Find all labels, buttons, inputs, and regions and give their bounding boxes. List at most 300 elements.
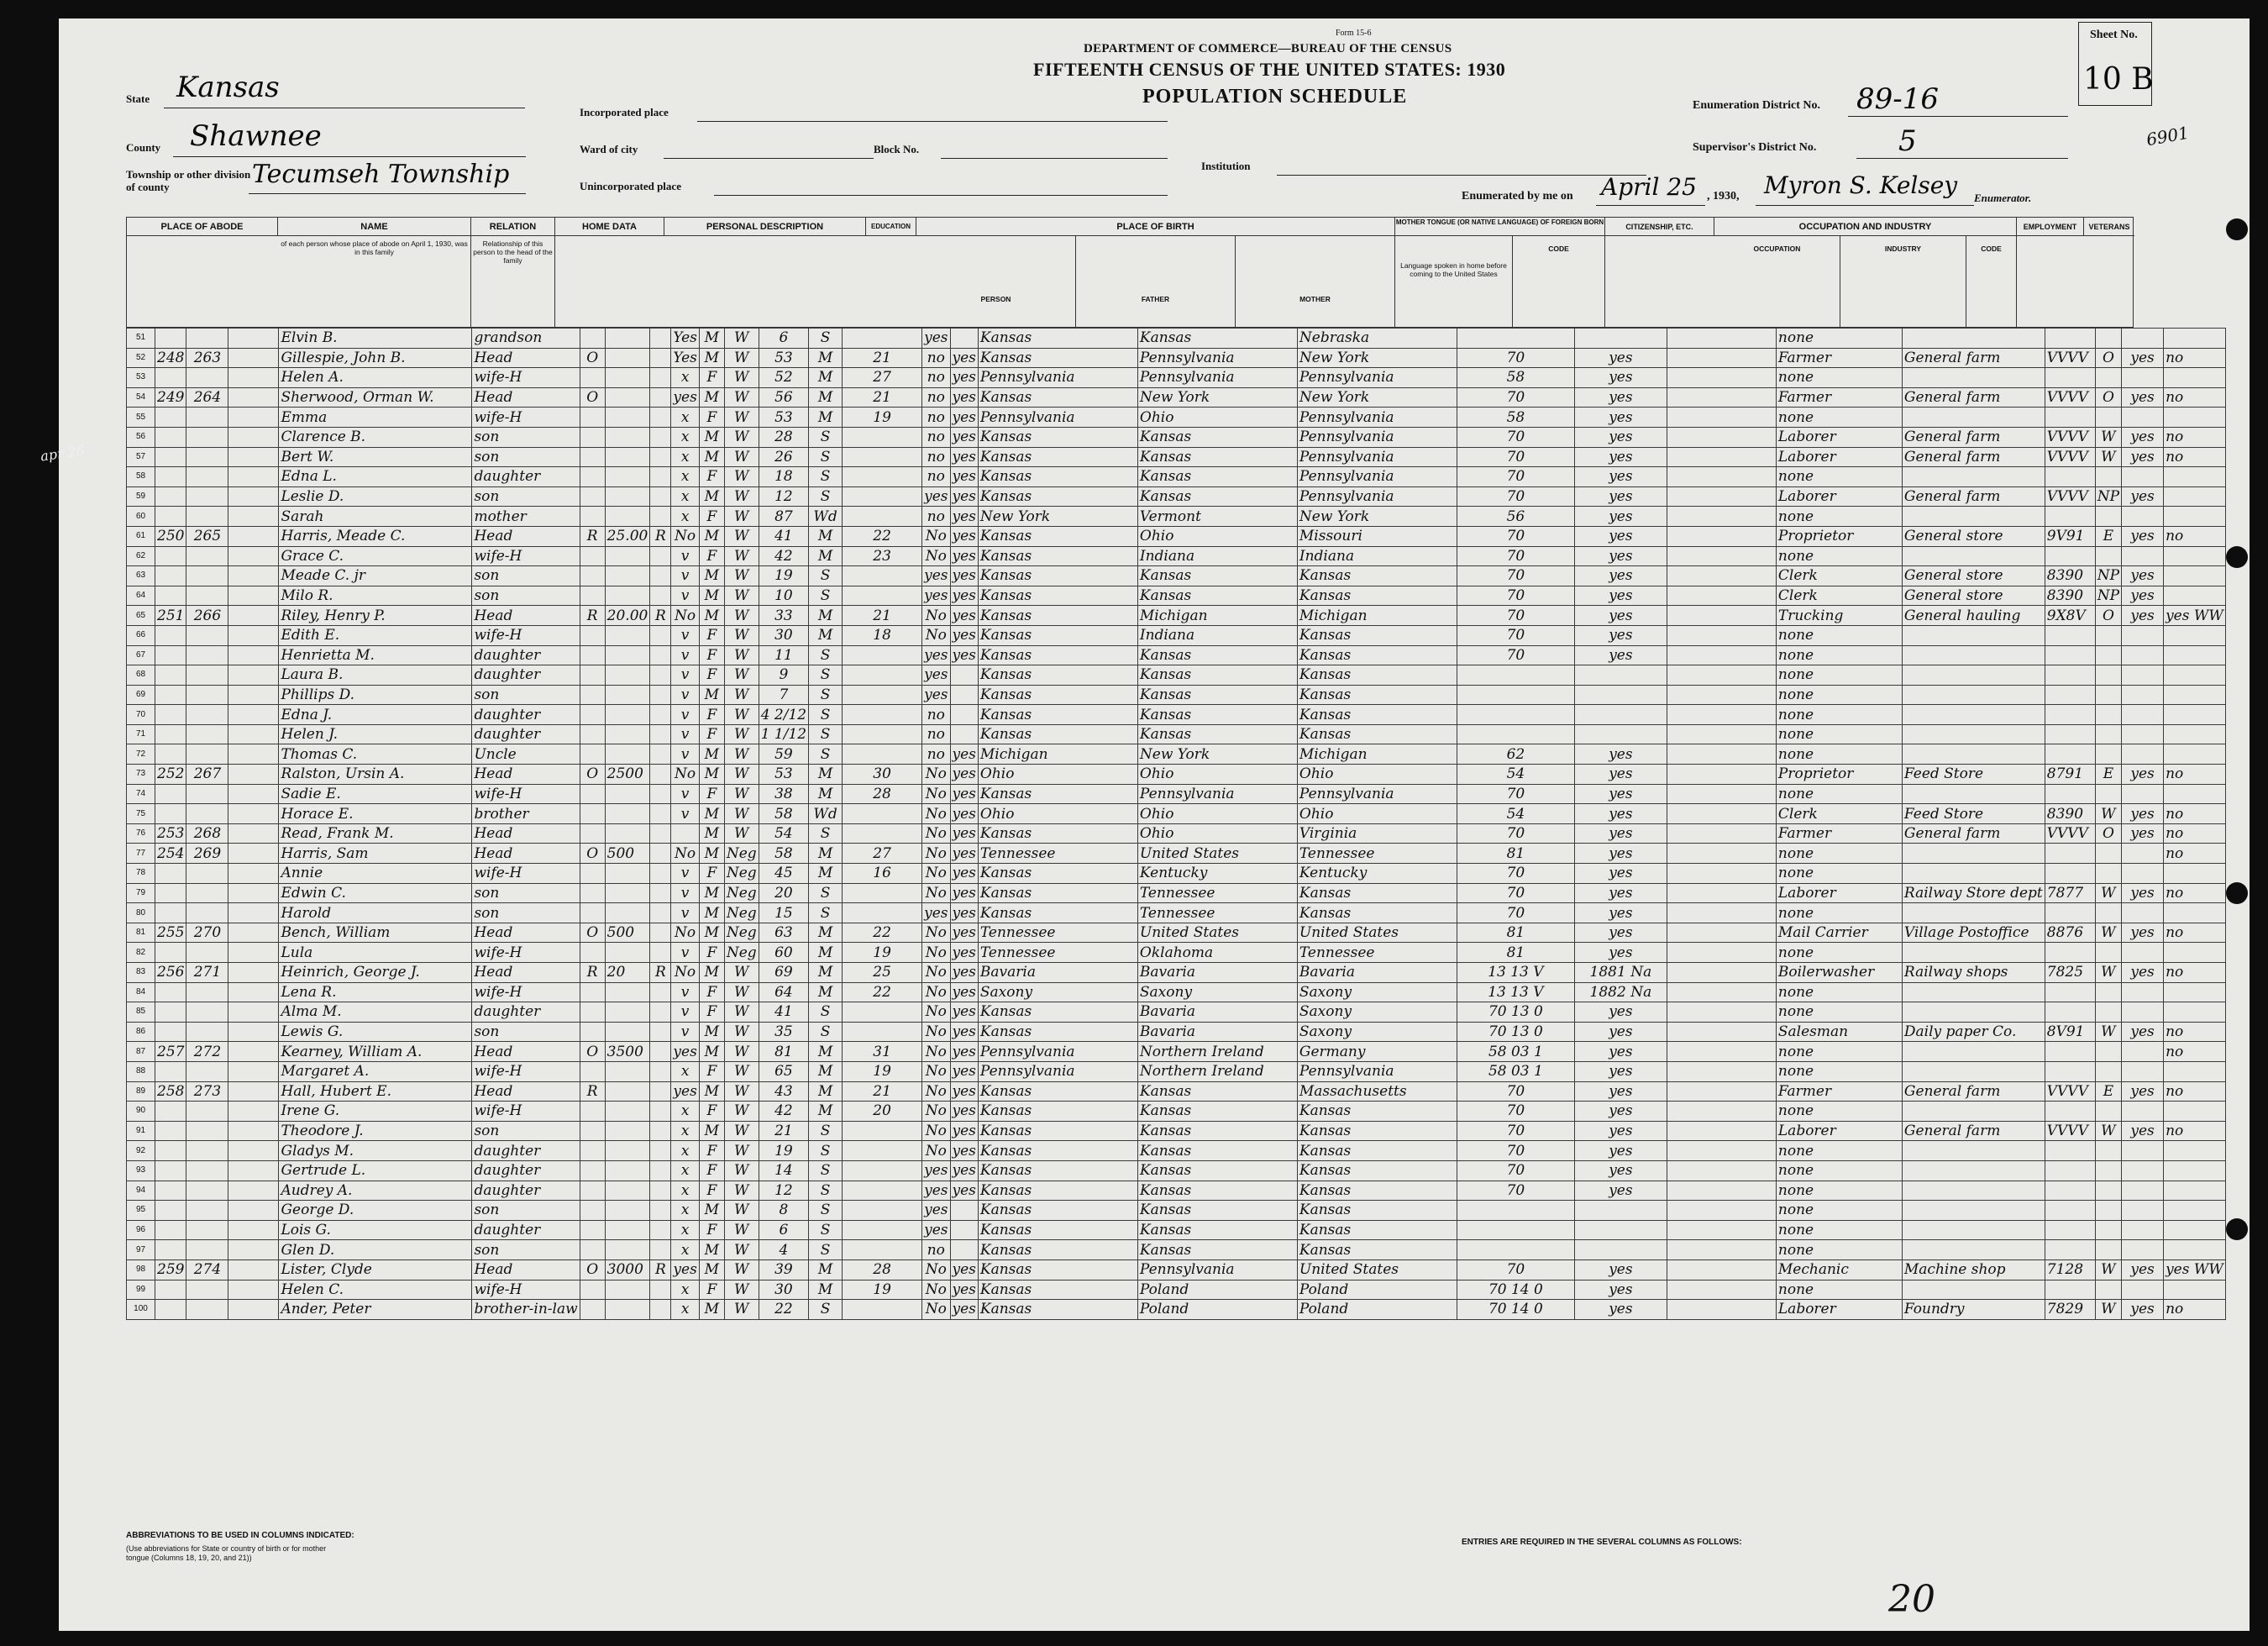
cell-rel: daughter bbox=[472, 724, 580, 744]
cell-sex: M bbox=[699, 566, 724, 586]
cell-val bbox=[605, 566, 650, 586]
cell-name: Thomas C. bbox=[279, 744, 472, 765]
cell-sex: M bbox=[699, 1300, 724, 1320]
cell-rel: Uncle bbox=[472, 744, 580, 765]
cell-vet bbox=[2164, 1141, 2226, 1161]
cell-age: 21 bbox=[759, 1121, 808, 1141]
cell-val bbox=[605, 823, 650, 844]
cell-emp bbox=[2122, 645, 2164, 665]
cell-empty bbox=[228, 685, 279, 705]
cell-age: 53 bbox=[759, 765, 808, 785]
cell-vet: no bbox=[2164, 526, 2226, 546]
cell-sch: No bbox=[922, 923, 950, 943]
cell-sch: No bbox=[922, 526, 950, 546]
cell-ocode bbox=[2045, 408, 2095, 428]
cell-mob: Kansas bbox=[1297, 883, 1457, 903]
cell-pob: Kansas bbox=[978, 1300, 1137, 1320]
group-home-data: HOME DATA bbox=[555, 218, 664, 236]
cell-ocode: 7829 bbox=[2045, 1300, 2095, 1320]
cell-race: W bbox=[724, 526, 759, 546]
cell-indus: Feed Store bbox=[1902, 804, 2045, 824]
cell-occ: Laborer bbox=[1776, 486, 1902, 507]
cell-fam bbox=[186, 645, 228, 665]
cell-empty bbox=[228, 864, 279, 884]
cell-ocode bbox=[2045, 1141, 2095, 1161]
cell-ind: yes bbox=[1574, 804, 1667, 824]
cell-radio bbox=[650, 903, 671, 923]
relation-column-desc: Relationship of this person to the head of the family bbox=[471, 236, 555, 329]
cell-pob: Pennsylvania bbox=[978, 1061, 1137, 1081]
cell-empty bbox=[1667, 744, 1776, 765]
cell-ind: yes bbox=[1574, 1061, 1667, 1081]
cell-indus bbox=[1902, 744, 2045, 765]
cell-race: W bbox=[724, 486, 759, 507]
cell-race: W bbox=[724, 765, 759, 785]
cell-race: W bbox=[724, 546, 759, 566]
cell-vet bbox=[2164, 566, 2226, 586]
cell-sex: M bbox=[699, 606, 724, 626]
cell-cw: W bbox=[2095, 1259, 2121, 1280]
line-number: 83 bbox=[127, 963, 155, 983]
cell-occ: none bbox=[1776, 625, 1902, 645]
cell-radio bbox=[650, 546, 671, 566]
cell-occ: Mail Carrier bbox=[1776, 923, 1902, 943]
cell-emp: yes bbox=[2122, 526, 2164, 546]
cell-am: 27 bbox=[843, 368, 922, 388]
cell-indus bbox=[1902, 1240, 2045, 1260]
cell-code: 70 13 0 bbox=[1457, 1002, 1574, 1023]
cell-radio bbox=[650, 784, 671, 804]
cell-dw: 258 bbox=[155, 1081, 186, 1102]
cell-indus bbox=[1902, 625, 2045, 645]
cell-ocode: 8791 bbox=[2045, 765, 2095, 785]
cell-emp bbox=[2122, 784, 2164, 804]
cell-pob: Michigan bbox=[978, 744, 1137, 765]
cell-vet: no bbox=[2164, 823, 2226, 844]
cell-rel: wife-H bbox=[472, 1061, 580, 1081]
cell-ind: yes bbox=[1574, 823, 1667, 844]
line-number: 76 bbox=[127, 823, 155, 844]
cell-ocode: VVVV bbox=[2045, 427, 2095, 447]
cell-mob: Pennsylvania bbox=[1297, 467, 1457, 487]
cell-sch: no bbox=[922, 467, 950, 487]
cell-ind: yes bbox=[1574, 486, 1667, 507]
cell-fam bbox=[186, 368, 228, 388]
cell-fam: 266 bbox=[186, 606, 228, 626]
cell-mar: S bbox=[809, 1160, 843, 1181]
cell-mar: S bbox=[809, 427, 843, 447]
table-row bbox=[127, 566, 2226, 586]
enumerator-line bbox=[1756, 205, 1974, 206]
cell-own bbox=[580, 566, 605, 586]
cell-fob: Kansas bbox=[1137, 1181, 1297, 1201]
cell-emp: yes bbox=[2122, 348, 2164, 368]
cell-val bbox=[605, 804, 650, 824]
cell-rd: yes bbox=[950, 765, 978, 785]
cell-vet bbox=[2164, 943, 2226, 963]
cell-empty bbox=[228, 566, 279, 586]
cell-sex: F bbox=[699, 864, 724, 884]
cell-cw: W bbox=[2095, 1121, 2121, 1141]
cell-cw bbox=[2095, 1220, 2121, 1240]
cell-farm: x bbox=[671, 1181, 700, 1201]
cell-emp: yes bbox=[2122, 765, 2164, 785]
cell-fob: Kansas bbox=[1137, 467, 1297, 487]
cell-dw bbox=[155, 427, 186, 447]
cell-age: 7 bbox=[759, 685, 808, 705]
cell-code: 70 bbox=[1457, 1259, 1574, 1280]
cell-rd: yes bbox=[950, 1181, 978, 1201]
cell-sex: F bbox=[699, 705, 724, 725]
footer bbox=[126, 1531, 2134, 1607]
line-number: 63 bbox=[127, 566, 155, 586]
industry-column: INDUSTRY bbox=[1840, 236, 1966, 329]
table-row bbox=[127, 387, 2226, 408]
cell-fam bbox=[186, 903, 228, 923]
cell-fob: Kansas bbox=[1137, 705, 1297, 725]
cell-am bbox=[843, 467, 922, 487]
cell-pob: Kansas bbox=[978, 467, 1137, 487]
line-number: 78 bbox=[127, 864, 155, 884]
cell-age: 58 bbox=[759, 804, 808, 824]
cell-emp: yes bbox=[2122, 387, 2164, 408]
cell-ind: yes bbox=[1574, 427, 1667, 447]
group-name: NAME bbox=[278, 218, 471, 236]
cell-fam: 269 bbox=[186, 844, 228, 864]
cell-mob: Kansas bbox=[1297, 566, 1457, 586]
cell-radio bbox=[650, 625, 671, 645]
cell-mob: Kansas bbox=[1297, 665, 1457, 686]
cell-radio bbox=[650, 665, 671, 686]
cell-mar: M bbox=[809, 1259, 843, 1280]
cell-code: 58 03 1 bbox=[1457, 1061, 1574, 1081]
cell-farm: No bbox=[671, 765, 700, 785]
cell-radio bbox=[650, 765, 671, 785]
cell-mar: M bbox=[809, 864, 843, 884]
cell-rel: Head bbox=[472, 963, 580, 983]
cell-code: 70 bbox=[1457, 1181, 1574, 1201]
cell-rd: yes bbox=[950, 1081, 978, 1102]
cell-am bbox=[843, 665, 922, 686]
cell-rd: yes bbox=[950, 1300, 978, 1320]
cell-occ: none bbox=[1776, 1141, 1902, 1161]
cell-mar: M bbox=[809, 368, 843, 388]
cell-mob: Pennsylvania bbox=[1297, 784, 1457, 804]
cell-ind bbox=[1574, 665, 1667, 686]
cell-empty bbox=[228, 705, 279, 725]
cell-code bbox=[1457, 1240, 1574, 1260]
cell-dw bbox=[155, 467, 186, 487]
line-number: 70 bbox=[127, 705, 155, 725]
cell-ocode: VVVV bbox=[2045, 447, 2095, 467]
cell-rel: Head bbox=[472, 923, 580, 943]
cell-code: 70 bbox=[1457, 645, 1574, 665]
cell-name: Helen J. bbox=[279, 724, 472, 744]
cell-race: W bbox=[724, 1181, 759, 1201]
cell-val bbox=[605, 685, 650, 705]
cell-empty bbox=[228, 329, 279, 349]
cell-dw bbox=[155, 368, 186, 388]
group-place-of-birth: PLACE OF BIRTH bbox=[916, 218, 1395, 236]
cell-ind: yes bbox=[1574, 467, 1667, 487]
cell-race: W bbox=[724, 1240, 759, 1260]
cell-farm: Yes bbox=[671, 348, 700, 368]
cell-empty bbox=[1667, 665, 1776, 686]
cell-pob: Kansas bbox=[978, 1220, 1137, 1240]
line-number: 65 bbox=[127, 606, 155, 626]
cell-rel: Head bbox=[472, 387, 580, 408]
cell-radio bbox=[650, 486, 671, 507]
cell-radio bbox=[650, 844, 671, 864]
cell-ind: yes bbox=[1574, 586, 1667, 606]
cell-code: 70 bbox=[1457, 1160, 1574, 1181]
cell-val bbox=[605, 1201, 650, 1221]
cell-mar: M bbox=[809, 348, 843, 368]
cell-fob: Bavaria bbox=[1137, 963, 1297, 983]
cell-ind bbox=[1574, 329, 1667, 349]
supervisor-value: 5 bbox=[1898, 124, 1917, 158]
block-label: Block No. bbox=[874, 143, 920, 155]
cell-fam bbox=[186, 1102, 228, 1122]
cell-mob: Ohio bbox=[1297, 765, 1457, 785]
cell-fam bbox=[186, 665, 228, 686]
cell-empty bbox=[1667, 784, 1776, 804]
cell-age: 35 bbox=[759, 1022, 808, 1042]
cell-sch: no bbox=[922, 724, 950, 744]
cell-ind bbox=[1574, 1220, 1667, 1240]
cell-name: Margaret A. bbox=[279, 1061, 472, 1081]
cell-cw bbox=[2095, 844, 2121, 864]
cell-am: 18 bbox=[843, 625, 922, 645]
cell-empty bbox=[228, 1240, 279, 1260]
cell-radio bbox=[650, 387, 671, 408]
line-number: 69 bbox=[127, 685, 155, 705]
cell-vet bbox=[2164, 685, 2226, 705]
cell-radio bbox=[650, 1240, 671, 1260]
cell-rd: yes bbox=[950, 823, 978, 844]
cell-age: 38 bbox=[759, 784, 808, 804]
ward-line bbox=[664, 158, 874, 159]
cell-sch: yes bbox=[922, 586, 950, 606]
cell-rd: yes bbox=[950, 447, 978, 467]
cell-indus: Foundry bbox=[1902, 1300, 2045, 1320]
cell-val: 500 bbox=[605, 844, 650, 864]
table-row bbox=[127, 804, 2226, 824]
cell-rel: wife-H bbox=[472, 1102, 580, 1122]
cell-am: 28 bbox=[843, 784, 922, 804]
cell-radio bbox=[650, 348, 671, 368]
cell-vet bbox=[2164, 368, 2226, 388]
cell-fam: 264 bbox=[186, 387, 228, 408]
table-row bbox=[127, 665, 2226, 686]
cell-farm: v bbox=[671, 546, 700, 566]
cell-mob: Kansas bbox=[1297, 1160, 1457, 1181]
form-number: Form 15-6 bbox=[1336, 29, 1372, 38]
cell-ocode bbox=[2045, 507, 2095, 527]
cell-indus bbox=[1902, 943, 2045, 963]
cell-fam bbox=[186, 705, 228, 725]
cell-indus bbox=[1902, 368, 2045, 388]
cell-ind: yes bbox=[1574, 546, 1667, 566]
cell-race: W bbox=[724, 606, 759, 626]
cell-sch: no bbox=[922, 447, 950, 467]
cell-age: 43 bbox=[759, 1081, 808, 1102]
cell-mar: M bbox=[809, 923, 843, 943]
cell-code: 81 bbox=[1457, 844, 1574, 864]
cell-mob: Kansas bbox=[1297, 724, 1457, 744]
cell-sex: F bbox=[699, 645, 724, 665]
cell-ind: yes bbox=[1574, 1181, 1667, 1201]
cell-race: W bbox=[724, 685, 759, 705]
cell-mar: S bbox=[809, 329, 843, 349]
punch-hole bbox=[2226, 882, 2248, 904]
cell-own: O bbox=[580, 765, 605, 785]
cell-sex: F bbox=[699, 546, 724, 566]
cell-own: R bbox=[580, 1081, 605, 1102]
cell-dw bbox=[155, 1300, 186, 1320]
cell-code: 58 bbox=[1457, 408, 1574, 428]
cell-mob: Pennsylvania bbox=[1297, 408, 1457, 428]
cell-mar: M bbox=[809, 1042, 843, 1062]
cell-ocode bbox=[2045, 467, 2095, 487]
cell-empty bbox=[228, 586, 279, 606]
cell-race: W bbox=[724, 823, 759, 844]
cell-race: W bbox=[724, 348, 759, 368]
incorporated-line bbox=[697, 121, 1168, 122]
line-number: 75 bbox=[127, 804, 155, 824]
cell-rel: son bbox=[472, 486, 580, 507]
cell-emp bbox=[2122, 1220, 2164, 1240]
cell-empty bbox=[1667, 1160, 1776, 1181]
cell-race: W bbox=[724, 1259, 759, 1280]
cell-fam bbox=[186, 586, 228, 606]
cell-empty bbox=[1667, 1220, 1776, 1240]
cell-dw bbox=[155, 1061, 186, 1081]
cell-indus bbox=[1902, 1201, 2045, 1221]
cell-emp bbox=[2122, 368, 2164, 388]
cell-own: O bbox=[580, 348, 605, 368]
cell-sex: F bbox=[699, 507, 724, 527]
cell-cw: W bbox=[2095, 427, 2121, 447]
cell-radio: R bbox=[650, 606, 671, 626]
cell-farm: v bbox=[671, 804, 700, 824]
cell-mar: M bbox=[809, 784, 843, 804]
cell-emp bbox=[2122, 844, 2164, 864]
cell-radio bbox=[650, 1141, 671, 1161]
cell-val bbox=[605, 982, 650, 1002]
cell-code: 70 bbox=[1457, 1141, 1574, 1161]
cell-occ: none bbox=[1776, 507, 1902, 527]
cell-own bbox=[580, 1220, 605, 1240]
cell-vet bbox=[2164, 744, 2226, 765]
cell-mar: S bbox=[809, 1220, 843, 1240]
cell-radio bbox=[650, 705, 671, 725]
cell-name: Sarah bbox=[279, 507, 472, 527]
cell-empty bbox=[1667, 724, 1776, 744]
cell-val bbox=[605, 625, 650, 645]
cell-age: 6 bbox=[759, 329, 808, 349]
cell-rd bbox=[950, 724, 978, 744]
cell-dw bbox=[155, 883, 186, 903]
cell-occ: none bbox=[1776, 645, 1902, 665]
cell-val bbox=[605, 447, 650, 467]
cell-farm: yes bbox=[671, 1259, 700, 1280]
table-row bbox=[127, 1240, 2226, 1260]
cell-farm: Yes bbox=[671, 329, 700, 349]
cell-val: 20 bbox=[605, 963, 650, 983]
cell-radio bbox=[650, 1061, 671, 1081]
cell-fam bbox=[186, 467, 228, 487]
cell-age: 30 bbox=[759, 1280, 808, 1300]
cell-sch: No bbox=[922, 1061, 950, 1081]
cell-mob: Kansas bbox=[1297, 705, 1457, 725]
cell-farm: x bbox=[671, 1280, 700, 1300]
cell-mar: M bbox=[809, 844, 843, 864]
cell-am bbox=[843, 427, 922, 447]
cell-emp bbox=[2122, 685, 2164, 705]
cell-mar: M bbox=[809, 943, 843, 963]
cell-cw bbox=[2095, 1240, 2121, 1260]
cell-radio bbox=[650, 883, 671, 903]
cell-am bbox=[843, 804, 922, 824]
line-number: 89 bbox=[127, 1081, 155, 1102]
cell-ind: 1882 Na bbox=[1574, 982, 1667, 1002]
cell-farm: v bbox=[671, 645, 700, 665]
cell-am bbox=[843, 685, 922, 705]
cell-farm: v bbox=[671, 625, 700, 645]
cell-name: Audrey A. bbox=[279, 1181, 472, 1201]
cell-age: 22 bbox=[759, 1300, 808, 1320]
cell-empty bbox=[228, 1160, 279, 1181]
cell-mar: S bbox=[809, 823, 843, 844]
cell-ind: yes bbox=[1574, 1300, 1667, 1320]
cell-mar: S bbox=[809, 566, 843, 586]
cell-ocode bbox=[2045, 1102, 2095, 1122]
cell-name: Laura B. bbox=[279, 665, 472, 686]
table-row bbox=[127, 1259, 2226, 1280]
cell-fam bbox=[186, 1240, 228, 1260]
cell-fob: Kansas bbox=[1137, 1081, 1297, 1102]
cell-fob: Pennsylvania bbox=[1137, 784, 1297, 804]
cell-sch: No bbox=[922, 625, 950, 645]
cell-val: 2500 bbox=[605, 765, 650, 785]
cell-rd: yes bbox=[950, 903, 978, 923]
cell-occ: Farmer bbox=[1776, 387, 1902, 408]
cell-age: 9 bbox=[759, 665, 808, 686]
cell-indus bbox=[1902, 1002, 2045, 1023]
cell-occ: none bbox=[1776, 1002, 1902, 1023]
cell-emp bbox=[2122, 1061, 2164, 1081]
cell-name: Heinrich, George J. bbox=[279, 963, 472, 983]
cell-val bbox=[605, 329, 650, 349]
cell-fob: Kansas bbox=[1137, 645, 1297, 665]
cell-vet: no bbox=[2164, 923, 2226, 943]
cell-rd: yes bbox=[950, 427, 978, 447]
cell-age: 69 bbox=[759, 963, 808, 983]
cell-mob: Nebraska bbox=[1297, 329, 1457, 349]
cell-rel: son bbox=[472, 903, 580, 923]
group-occupation-industry: OCCUPATION AND INDUSTRY bbox=[1714, 218, 2017, 236]
cell-emp bbox=[2122, 467, 2164, 487]
cell-code: 70 bbox=[1457, 566, 1574, 586]
cell-ind: yes bbox=[1574, 864, 1667, 884]
cell-am: 30 bbox=[843, 765, 922, 785]
cell-fob: Indiana bbox=[1137, 625, 1297, 645]
cell-code: 58 03 1 bbox=[1457, 1042, 1574, 1062]
cell-radio bbox=[650, 566, 671, 586]
cell-empty bbox=[1667, 329, 1776, 349]
cell-fob: United States bbox=[1137, 923, 1297, 943]
